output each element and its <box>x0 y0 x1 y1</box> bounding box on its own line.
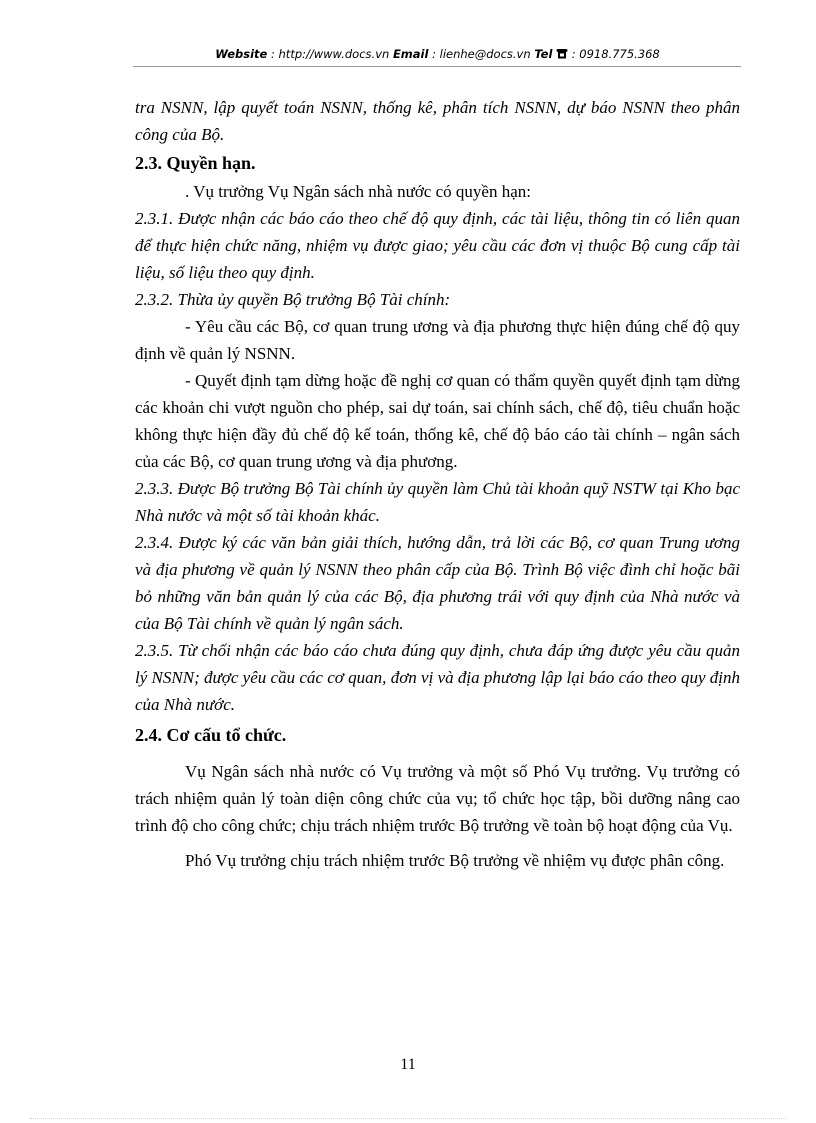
intro-paragraph: tra NSNN, lập quyết toán NSNN, thống kê, phân tích NSNN, dự báo NSNN theo phân công của Bộ. <box>135 98 740 144</box>
section-2-4-heading: 2.4. Cơ cấu tổ chức. <box>135 725 287 745</box>
document-body <box>135 94 740 874</box>
email-separator: : <box>428 47 440 61</box>
header-divider <box>133 66 741 67</box>
item-2-3-3: 2.3.3. Được Bộ trưởng Bộ Tài chính ủy quyền làm Chủ tài khoản quỹ NSTW tại Kho bạc Nhà nước và một số tài khoản khác. <box>135 479 740 525</box>
phone-number: 0918.775.368 <box>579 47 660 61</box>
page-number: 11 <box>400 1056 416 1073</box>
website-url[interactable]: http://www.docs.vn <box>278 47 390 61</box>
bullet-2: - Quyết định tạm dừng hoặc đề nghị cơ quan có thẩm quyền quyết định tạm dừng các khoản chi vượt nguồn cho phép, sai dự toán, sai chính sách, chế độ, tiêu chuẩn hoặc không thực hiện đầy đủ chế độ kế toán, thống kê, chế độ báo cáo tài chính – ngân sách của các Bộ, cơ quan trung ương và địa phương. <box>135 371 740 471</box>
tel-separator: : <box>568 47 580 61</box>
section-2-3-intro: . Vụ trưởng Vụ Ngân sách nhà nước có quyền hạn: <box>185 182 531 201</box>
item-2-3-1: 2.3.1. Được nhận các báo cáo theo chế độ quy định, các tài liệu, thông tin có liên quan để thực hiện chức năng, nhiệm vụ được giao; yêu cầu các đơn vị thuộc Bộ cung cấp tài liệu, số liệu theo quy định. <box>135 209 740 282</box>
section-2-4-paragraph-1: Vụ Ngân sách nhà nước có Vụ trưởng và một số Phó Vụ trưởng. Vụ trưởng có trách nhiệm quản lý toàn diện công chức của vụ; tổ chức học tập, bồi dưỡng nâng cao trình độ cho công chức; chịu trách nhiệm trước Bộ trưởng về toàn bộ hoạt động của Vụ. <box>135 762 740 835</box>
website-separator: : <box>267 47 279 61</box>
item-2-3-4: 2.3.4. Được ký các văn bản giải thích, hướng dẫn, trả lời các Bộ, cơ quan Trung ương và địa phương về quản lý NSNN theo phân cấp của Bộ. Trình Bộ việc đình chỉ hoặc bãi bỏ những văn bản quản lý của các Bộ, địa phương trái với quy định của Nhà nước và của Bộ Tài chính về quản lý ngân sách. <box>135 533 740 633</box>
phone-icon <box>556 48 568 62</box>
page-header <box>135 47 740 65</box>
tel-label: Tel <box>534 47 553 61</box>
website-label: Website <box>215 47 268 61</box>
section-2-4-paragraph-2: Phó Vụ trưởng chịu trách nhiệm trước Bộ trưởng về nhiệm vụ được phân công. <box>185 851 725 870</box>
bottom-divider <box>30 1118 786 1119</box>
item-2-3-2: 2.3.2. Thừa ủy quyền Bộ trưởng Bộ Tài chính: <box>135 290 451 309</box>
email-label: Email <box>392 47 429 61</box>
bullet-1: - Yêu cầu các Bộ, cơ quan trung ương và địa phương thực hiện đúng chế độ quy định về quản lý NSNN. <box>135 317 740 363</box>
item-2-3-5: 2.3.5. Từ chối nhận các báo cáo chưa đúng quy định, chưa đáp ứng được yêu cầu quản lý NSNN; được yêu cầu các cơ quan, đơn vị và địa phương lập lại báo cáo theo quy định của Nhà nước. <box>135 641 740 714</box>
section-2-3-heading: 2.3. Quyền hạn. <box>135 153 256 173</box>
email-address[interactable]: lienhe@docs.vn <box>439 47 531 61</box>
